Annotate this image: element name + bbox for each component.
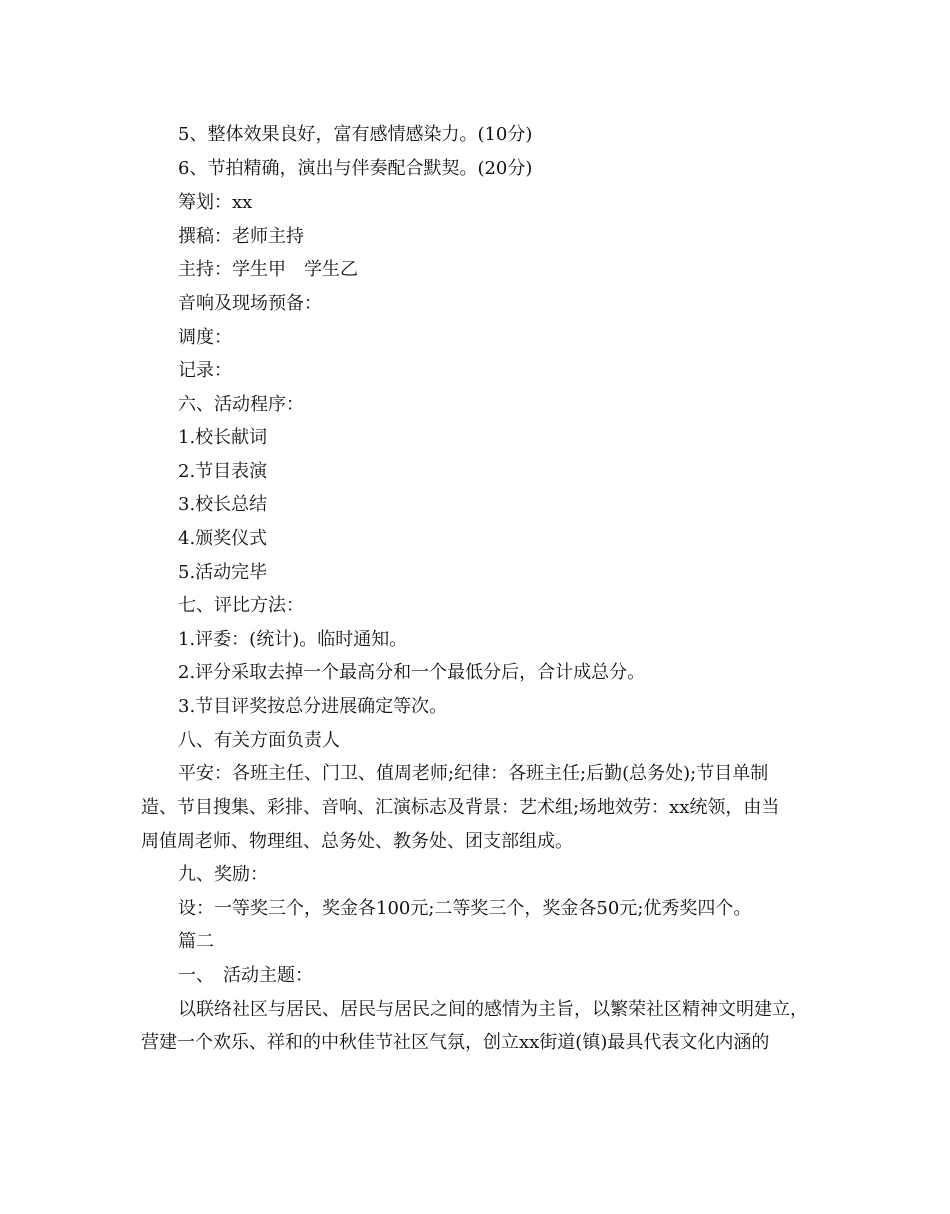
list-item: 4.颁奖仪式 <box>178 528 268 549</box>
text-line: 记录： <box>178 360 232 381</box>
paragraph-line: 周值周老师、物理组、总务处、教务处、团支部组成。 <box>141 831 573 852</box>
text-line: 筹划：xx <box>178 192 253 213</box>
text-line: 调度： <box>178 327 232 348</box>
text-line: 音响及现场预备： <box>178 293 322 314</box>
list-item: 1.评委：(统计)。临时通知。 <box>178 629 408 650</box>
list-item: 3.校长总结 <box>178 494 268 515</box>
section-heading: 一、 活动主题： <box>178 965 313 986</box>
text-line: 5、整体效果良好，富有感情感染力。(10分) <box>178 124 533 145</box>
paragraph-line: 设：一等奖三个，奖金各100元;二等奖三个，奖金各50元;优秀奖四个。 <box>178 898 752 919</box>
section-heading: 七、评比方法： <box>178 595 304 616</box>
text-line: 撰稿：老师主持 <box>178 226 304 247</box>
paragraph-line: 营建一个欢乐、祥和的中秋佳节社区气氛，创立xx街道(镇)最具代表文化内涵的 <box>141 1032 770 1053</box>
text-line: 主持：学生甲 学生乙 <box>178 259 358 280</box>
paragraph-line: 造、节目搜集、彩排、音响、汇演标志及背景：艺术组;场地效劳：xx统领，由当 <box>141 797 780 818</box>
list-item: 3.节目评奖按总分进展确定等次。 <box>178 696 448 717</box>
paragraph-line: 以联络社区与居民、居民与居民之间的感情为主旨，以繁荣社区精神文明建立， <box>178 999 808 1020</box>
list-item: 5.活动完毕 <box>178 562 268 583</box>
text-line: 6、节拍精确，演出与伴奏配合默契。(20分) <box>178 158 533 179</box>
paragraph-line: 平安：各班主任、门卫、值周老师;纪律：各班主任;后勤(总务处);节目单制 <box>178 763 769 784</box>
section-heading: 九、奖励： <box>178 864 268 885</box>
part-heading: 篇二 <box>178 931 214 952</box>
list-item: 1.校长献词 <box>178 427 268 448</box>
list-item: 2.节目表演 <box>178 461 268 482</box>
list-item: 2.评分采取去掉一个最高分和一个最低分后，合计成总分。 <box>178 662 646 683</box>
section-heading: 八、有关方面负责人 <box>178 730 340 751</box>
section-heading: 六、活动程序： <box>178 394 304 415</box>
